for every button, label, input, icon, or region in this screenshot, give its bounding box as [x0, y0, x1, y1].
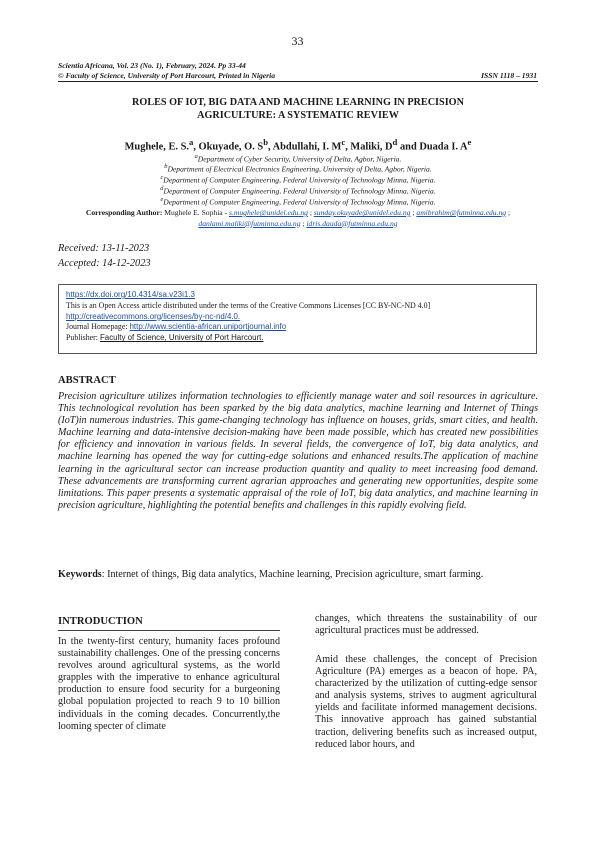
affiliation-e: $^e$Department of Computer Engineering, Federal University of Technology Minna, Nigeria.: [160, 196, 436, 207]
publisher: Publisher: Faculty of Science, University of Port Harcourt.: [66, 333, 264, 343]
email-link[interactable]: sunday.okuyade@unidel.edu.ng: [313, 208, 411, 217]
homepage-link[interactable]: http://www.scientia-african.uniportjournal.info: [129, 322, 287, 332]
keywords: [58, 569, 538, 582]
journal-copyright: © Faculty of Science, University of Port Harcourt, Printed in Nigeria: [58, 71, 276, 80]
author-4: , Maliki, D: [345, 141, 393, 153]
corresponding-label: Corresponding Author:: [85, 208, 163, 217]
author-4-sup: d: [392, 137, 398, 147]
abstract-heading: ABSTRACT: [58, 375, 116, 386]
title-line-1: ROLES OF IOT, BIG DATA AND MACHINE LEARNING IN PRECISION: [132, 97, 464, 108]
journal-citation: Scientia Africana, Vol. 23 (No. 1), February, 2024. Pp 33-44: [58, 61, 246, 70]
received-date: Received: 13-11-2023: [58, 243, 150, 254]
license-link[interactable]: http://creativecommons.org/licenses/by-nc-nd/4.0.: [66, 311, 241, 321]
paper-title: [58, 96, 538, 122]
email-link[interactable]: idris.dauda@futminna.edu.ng: [306, 218, 398, 228]
affiliation-b: $^b$Department of Electrical Electronics Engineering, University of Delta, Agbor, Nigeria.: [164, 163, 432, 174]
affiliation-d: $^d$Department of Computer Engineering, Federal University of Technology Minna, Nigeria.: [160, 185, 436, 196]
doi-link[interactable]: https://dx.doi.org/10.4314/sa.v23i1.3: [66, 290, 195, 299]
author-5-sup: e: [467, 137, 472, 147]
affiliation-a: $^a$Department of Cyber Security, University of Delta, Agbor, Nigeria.: [194, 153, 402, 164]
author-5: and Duada I. A: [397, 141, 468, 153]
page-number: 33: [291, 34, 304, 48]
affiliation-c: $^c$Department of Computer Engineering, Federal University of Technology Minna, Nigeria.: [160, 174, 436, 185]
journal-homepage: Journal Homepage: http://www.scientia-african.uniportjournal.info: [66, 322, 287, 332]
author-list: [58, 137, 538, 152]
publisher-name: Faculty of Science, University of Port Harcourt.: [99, 333, 264, 343]
accepted-date: Accepted: 14-12-2023: [58, 258, 151, 269]
corresponding-author: Corresponding Author: Mughele E. Sophia - s.mughele@unidel.edu.ng ; sunday.okuyade@unidel.edu.ng ; amibrahim@futminna.edu.ng ; danlami.maliki@futminna.edu.ng ; idris.dauda@futminna.edu.ng: [85, 208, 511, 228]
article-info-box: [58, 284, 537, 354]
author-2: , Okuyade, O. S: [193, 141, 264, 153]
author-1: Mughele, E. S.: [124, 141, 189, 153]
author-3: , Abdullahi, I. M: [268, 141, 342, 153]
email-link[interactable]: amibrahim@futminna.edu.ng: [416, 208, 507, 217]
right-column-paragraph-1: changes, which threatens the sustainability of our agricultural practices must be addressed.: [315, 613, 537, 637]
email-link[interactable]: s.mughele@unidel.edu.ng: [229, 208, 308, 217]
title-line-2: AGRICULTURE: A SYSTEMATIC REVIEW: [197, 110, 399, 121]
introduction-divider: [58, 630, 280, 631]
corresponding-name: Mughele E. Sophia -: [162, 208, 230, 217]
header-divider: [58, 81, 538, 82]
keywords-text: : Internet of things, Big data analytics, Machine learning, Precision agriculture, smart farming.: [101, 569, 484, 580]
abstract-text: Precision agriculture utilizes information technologies to efficiently manage water and soil resources in agriculture. This technological revolution has been sparked by the big data analytics, machine learning and Internet of Things (IoT)in numerous industries. This game-changing technology has influence on houses, grids, smart cities, and health. Machine learning and data-intensive decision-making have been made possible, which has created new possibilities for efficiency and innovation in various fields. In several fields, the convergence of IoT, big data analytics, and machine learning has opened the way for cutting-edge solutions and enhanced results.The application of machine learning in the agricultural sector can increase production quantity and quality to meet increasing food demand. These advancements are transforming current agrarian approaches and generating new opportunities, despite some limitations. This paper presents a systematic appraisal of the role of IoT, big data analytics, and machine learning in precision agriculture, highlighting the potential benefits and challenges in this rapidly evolving field.: [58, 391, 538, 511]
issn: ISSN 1118 – 1931: [481, 71, 537, 80]
author-3-sup: c: [341, 137, 346, 147]
introduction-heading: INTRODUCTION: [58, 616, 143, 627]
keywords-label: Keywords: [58, 569, 102, 580]
author-1-sup: a: [188, 137, 194, 147]
author-2-sup: b: [263, 137, 269, 147]
introduction-paragraph-1: In the twenty-first century, humanity faces profound sustainability challenges. One of the pressing concerns revolves around agricultural systems, as the world grapples with the imperative to enhance agricultural production to ensure food security for a burgeoning global population projected to reach 9 to 10 billion individuals in the coming decades. Concurrently,the looming specter of climate: [58, 636, 280, 732]
right-column-paragraph-2: Amid these challenges, the concept of Precision Agriculture (PA) emerges as a beacon of hope. PA, characterized by the utilization of cutting-edge sensor and analysis systems, strives to augment agricultural yields and facilitate informed management decisions. This innovative approach has gained substantial traction, delivering benefits such as increased output, reduced labor hours, and: [315, 654, 537, 750]
email-link[interactable]: danlami.maliki@futminna.edu.ng: [198, 218, 301, 228]
license-text: This is an Open Access article distributed under the terms of the Creative Commons Licenses [CC BY-NC-ND 4.0]: [66, 300, 431, 310]
